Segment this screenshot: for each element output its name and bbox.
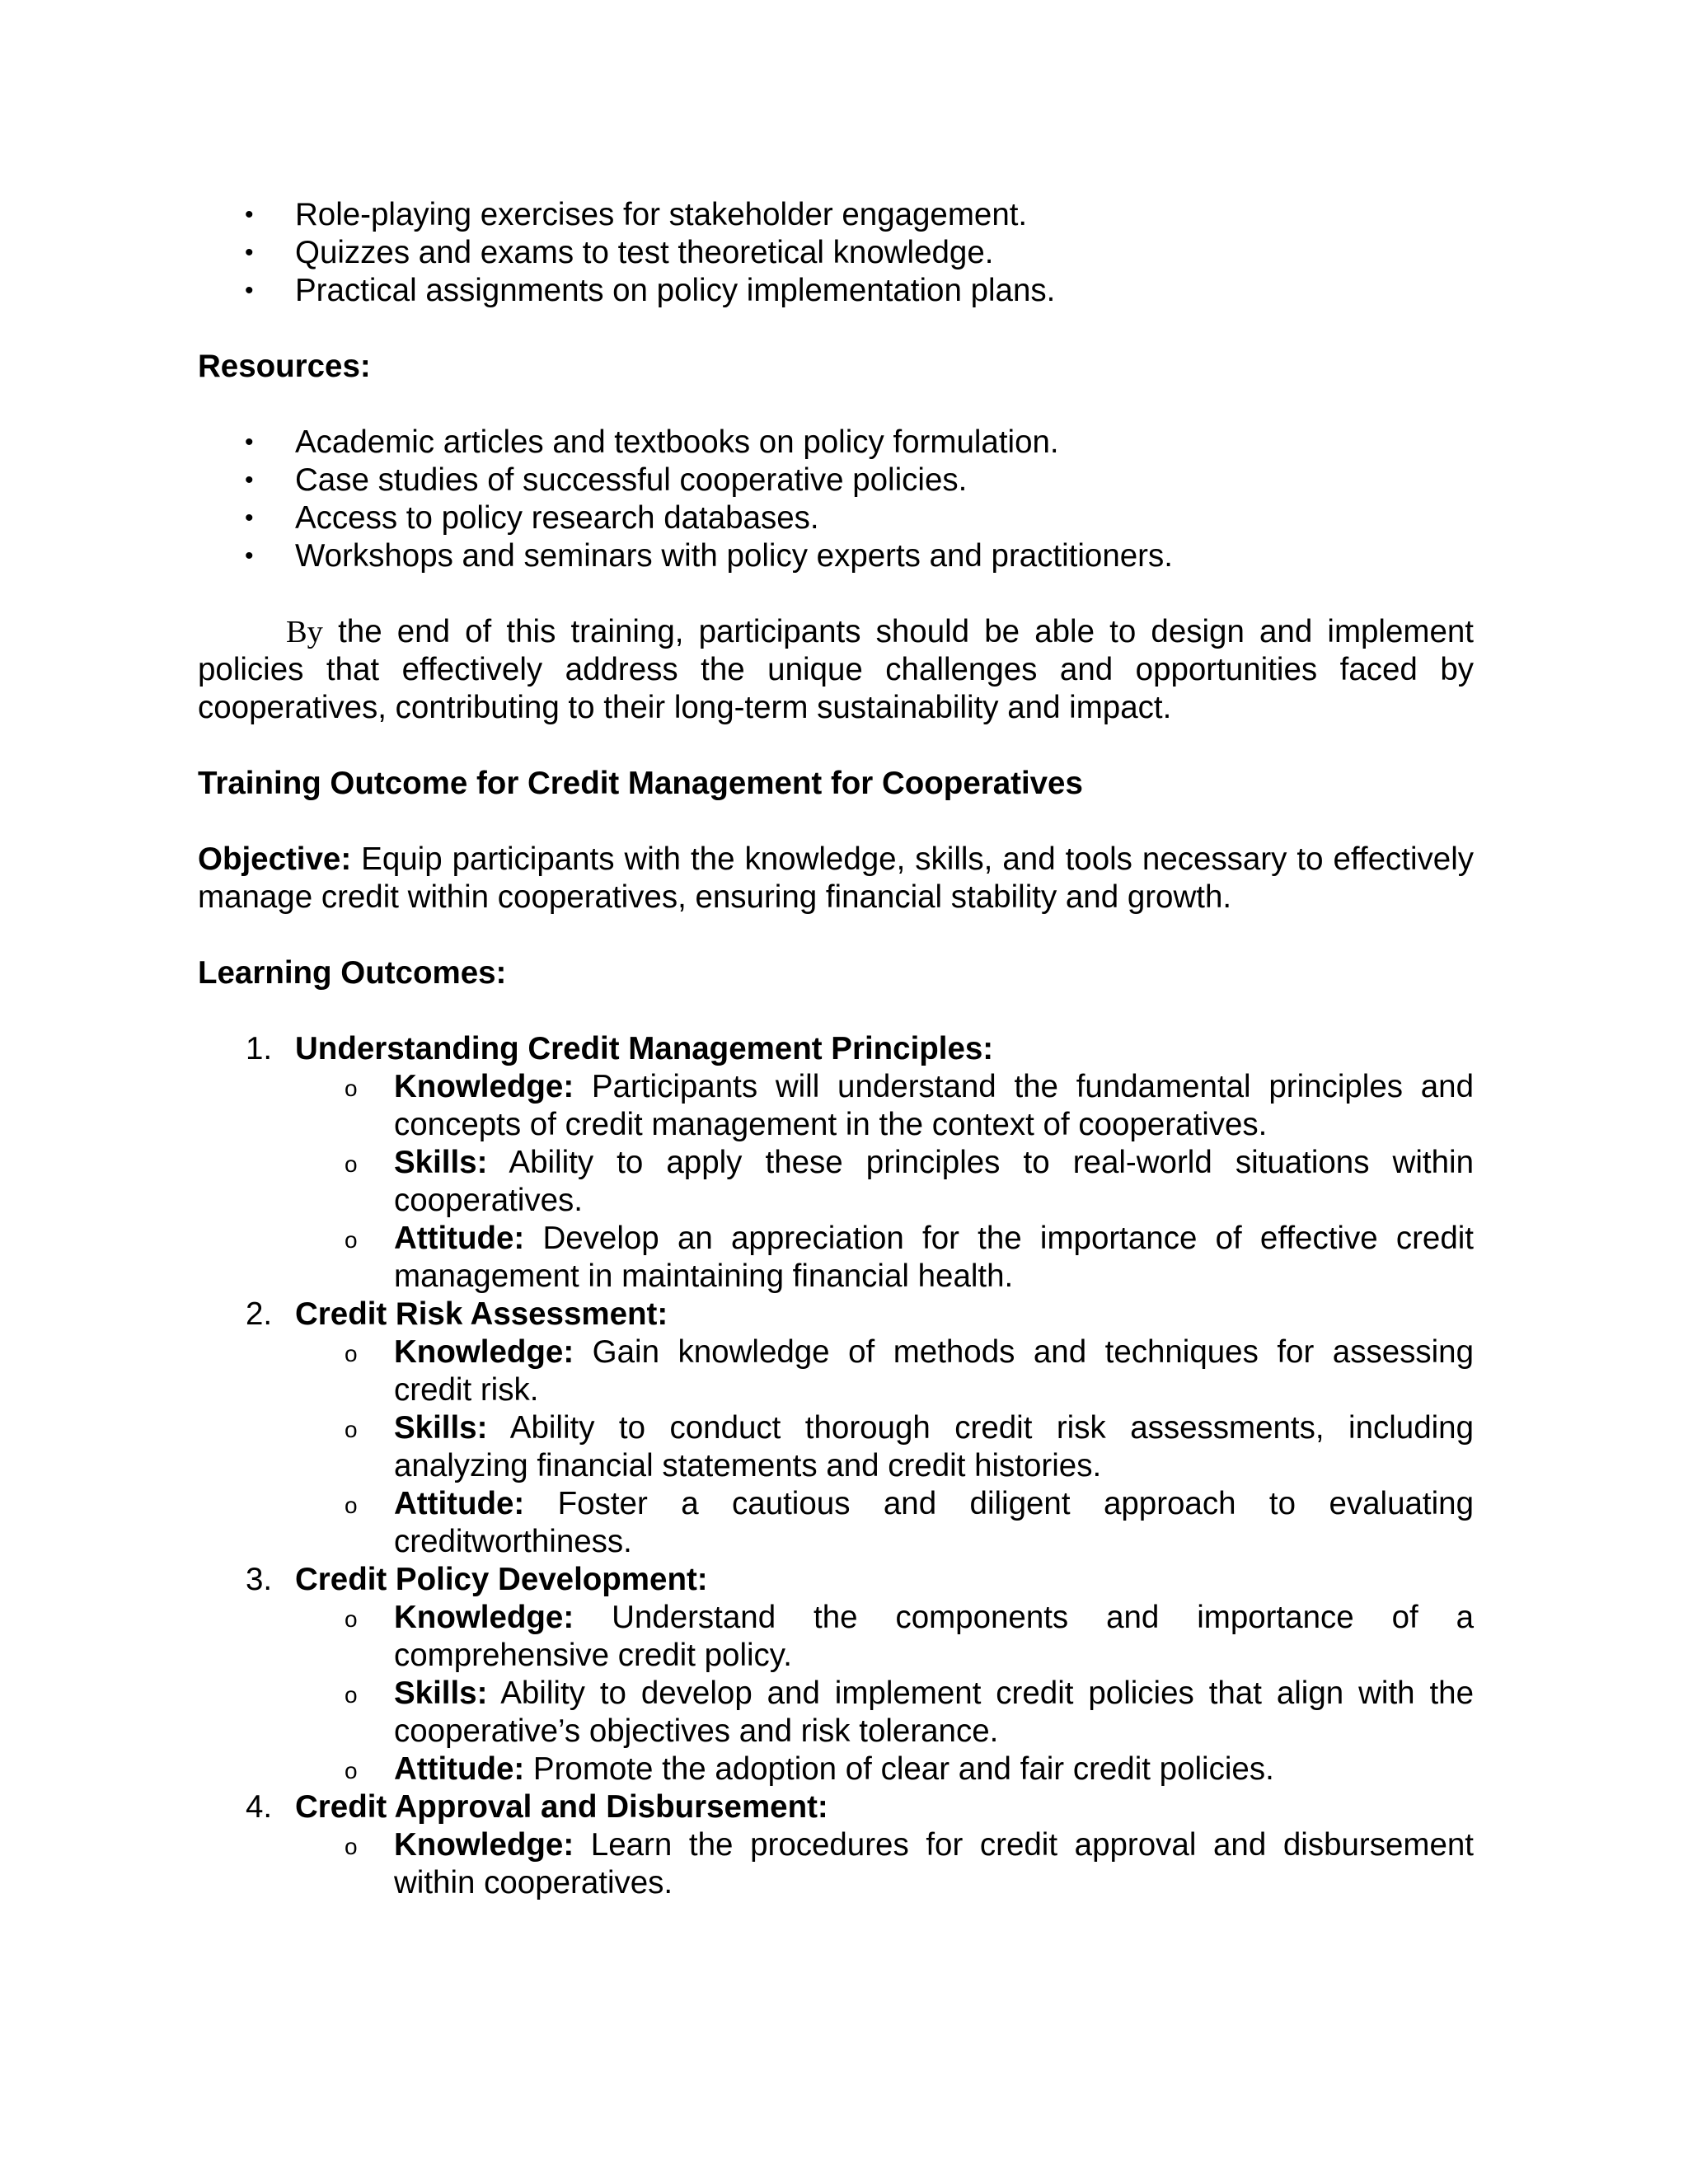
- resources-bullet-list: [198, 424, 1474, 575]
- outcome-item: [198, 1788, 1474, 1902]
- bullet-icon: •: [245, 466, 254, 494]
- list-item: • Academic articles and textbooks on policy formulation.: [245, 424, 1059, 460]
- circle-bullet-icon: o: [345, 1606, 358, 1632]
- sub-list-item: o Attitude: Foster a cautious and diligent approach to evaluating creditworthiness.: [345, 1486, 1474, 1559]
- outcome-item: [198, 1296, 1474, 1561]
- outcome-number: 2.: [246, 1296, 273, 1332]
- bullet-icon: •: [245, 277, 254, 304]
- outcome-sub-list: [295, 1599, 1474, 1788]
- bullet-icon: •: [245, 504, 254, 532]
- sub-list-item: o Attitude: Promote the adoption of clear and fair credit policies.: [295, 1750, 1474, 1788]
- objective-text: Equip participants with the knowledge, skills, and tools necessary to effectively manage credit within cooperatives, ensuring financial stability and growth.: [198, 841, 1474, 915]
- list-item: • Role-playing exercises for stakeholder engagement.: [245, 197, 1028, 232]
- circle-bullet-icon: o: [345, 1227, 358, 1253]
- outcome-item: [198, 1561, 1474, 1788]
- circle-bullet-icon: o: [345, 1341, 358, 1366]
- bullet-icon: •: [245, 201, 254, 228]
- circle-bullet-icon: o: [345, 1076, 358, 1101]
- outcome-number: 1.: [246, 1031, 273, 1066]
- sub-list-item: o Knowledge: Participants will understand the fundamental principles and concepts of credit management in the context of cooperatives.: [345, 1069, 1474, 1142]
- list-item: • Quizzes and exams to test theoretical knowledge.: [245, 235, 994, 270]
- list-item: • Access to policy research databases.: [245, 500, 819, 536]
- objective-label: Objective:: [198, 841, 352, 877]
- outcome-number: 4.: [246, 1789, 273, 1825]
- outcome-title: Credit Policy Development:: [295, 1562, 708, 1597]
- outcome-title: Understanding Credit Management Principles:: [295, 1031, 994, 1066]
- sub-list-item: o Skills: Ability to apply these principles to real-world situations within cooperatives.: [345, 1145, 1474, 1218]
- outcome-title: Credit Approval and Disbursement:: [295, 1789, 828, 1825]
- conclusion-paragraph: [198, 613, 1474, 727]
- bullet-icon: •: [245, 429, 254, 456]
- circle-bullet-icon: o: [345, 1493, 358, 1518]
- outcome-sub-list: [295, 1068, 1474, 1296]
- outcome-item: [198, 1030, 1474, 1296]
- bullet-icon: •: [245, 239, 254, 266]
- sub-list-item: o Skills: Ability to conduct thorough credit risk assessments, including analyzing financial statements and credit histories.: [345, 1410, 1474, 1483]
- outcome-sub-list: [295, 1826, 1474, 1902]
- assessment-bullet-list: [198, 196, 1474, 310]
- sub-list-item: o Skills: Ability to develop and implement credit policies that align with the cooperative’s objectives and risk tolerance.: [345, 1675, 1474, 1749]
- list-item: • Practical assignments on policy implementation plans.: [245, 273, 1056, 308]
- list-item: • Case studies of successful cooperative policies.: [245, 462, 968, 498]
- conclusion-first-word: By: [286, 615, 323, 649]
- bullet-icon: •: [245, 542, 254, 569]
- document-page: [198, 196, 1474, 1902]
- outcome-title: Credit Risk Assessment:: [295, 1296, 668, 1332]
- section-title: Training Outcome for Credit Management for Cooperatives: [198, 766, 1083, 801]
- circle-bullet-icon: o: [345, 1417, 358, 1442]
- circle-bullet-icon: o: [345, 1758, 358, 1783]
- outcome-sub-list: [295, 1333, 1474, 1561]
- sub-list-item: o Knowledge: Gain knowledge of methods and techniques for assessing credit risk.: [345, 1334, 1474, 1408]
- circle-bullet-icon: o: [345, 1834, 358, 1859]
- conclusion-text: the end of this training, participants should be able to design and implement policies that effectively address the unique challenges and opportunities faced by cooperatives, contributing to their long-term sustainability and impact.: [198, 614, 1474, 725]
- sub-list-item: o Knowledge: Understand the components and importance of a comprehensive credit policy.: [345, 1600, 1474, 1673]
- objective-paragraph: [198, 841, 1474, 916]
- circle-bullet-icon: o: [345, 1682, 358, 1708]
- learning-outcomes-heading: Learning Outcomes:: [198, 955, 507, 991]
- learning-outcomes-list: [198, 1030, 1474, 1902]
- list-item: • Workshops and seminars with policy experts and practitioners.: [245, 538, 1173, 574]
- outcome-number: 3.: [246, 1562, 273, 1597]
- sub-list-item: o Knowledge: Learn the procedures for credit approval and disbursement within cooperatives.: [345, 1827, 1474, 1900]
- resources-heading: Resources:: [198, 349, 371, 384]
- sub-list-item: o Attitude: Develop an appreciation for the importance of effective credit management in maintaining financial health.: [345, 1221, 1474, 1294]
- circle-bullet-icon: o: [345, 1151, 358, 1177]
